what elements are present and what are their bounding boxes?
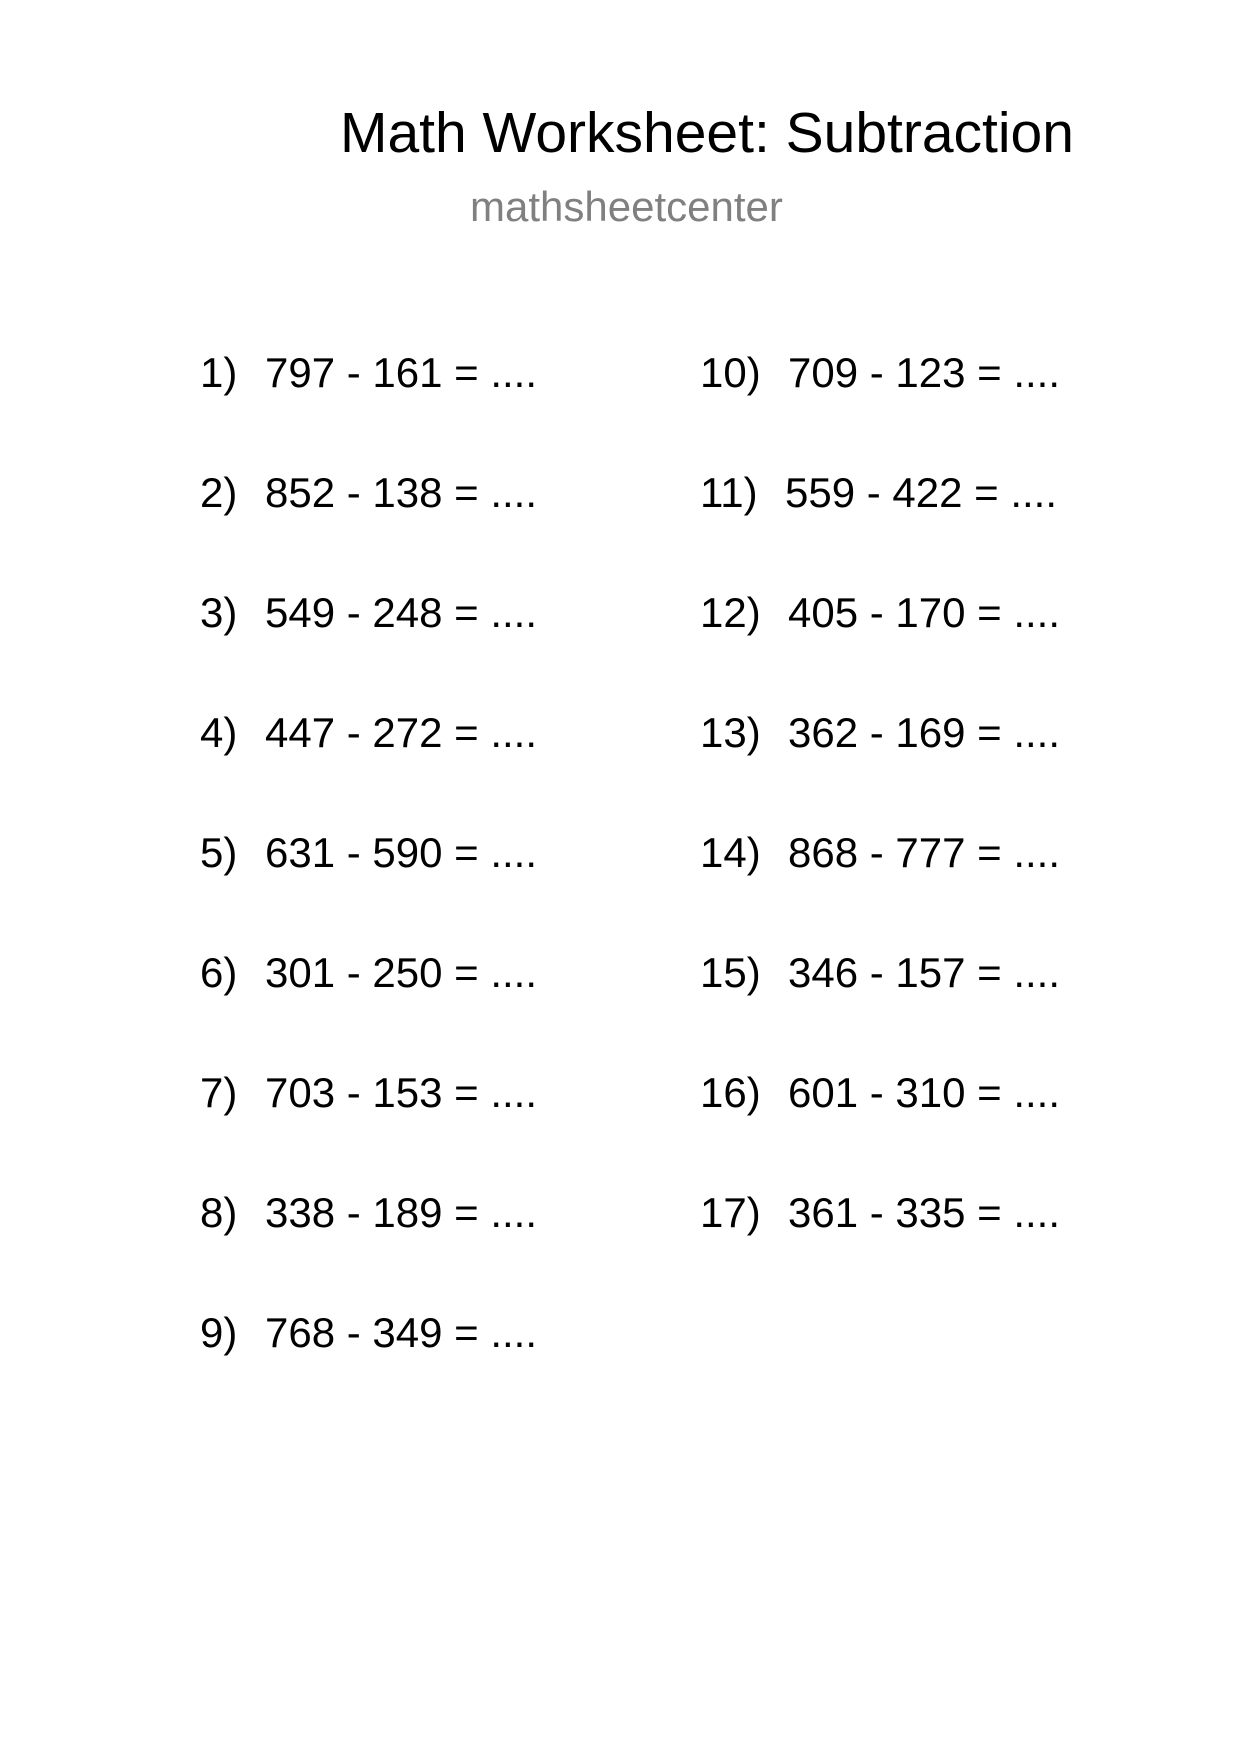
problem-number: 6): [200, 949, 238, 996]
problem-8: [200, 1188, 537, 1238]
problem-9: [200, 1308, 537, 1358]
problem-number: 2): [200, 469, 238, 516]
problem-number: 12): [700, 589, 761, 636]
problem-4: [200, 708, 537, 758]
problem-number: 4): [200, 709, 238, 756]
problem-number: 14): [700, 829, 761, 876]
problem-2: [200, 468, 537, 518]
problem-11: [700, 468, 1057, 518]
problem-expression: 361 - 335 = ....: [788, 1189, 1061, 1236]
problem-number: 1): [200, 349, 238, 396]
problem-14: [700, 828, 1060, 878]
problem-expression: 346 - 157 = ....: [788, 949, 1061, 996]
problem-7: [200, 1068, 537, 1118]
problem-expression: 709 - 123 = ....: [788, 349, 1061, 396]
problem-expression: 852 - 138 = ....: [265, 469, 538, 516]
problem-number: 15): [700, 949, 761, 996]
problem-number: 10): [700, 349, 761, 396]
problem-expression: 447 - 272 = ....: [265, 709, 538, 756]
problem-10: [700, 348, 1060, 398]
problem-expression: 797 - 161 = ....: [265, 349, 538, 396]
problem-expression: 559 - 422 = ....: [785, 469, 1058, 516]
problem-13: [700, 708, 1060, 758]
problem-expression: 631 - 590 = ....: [265, 829, 538, 876]
problem-number: 7): [200, 1069, 238, 1116]
problem-expression: 405 - 170 = ....: [788, 589, 1061, 636]
problem-16: [700, 1068, 1060, 1118]
problem-number: 17): [700, 1189, 761, 1236]
page-title: Math Worksheet: Subtraction: [340, 101, 1074, 165]
problem-number: 9): [200, 1309, 238, 1356]
problem-expression: 362 - 169 = ....: [788, 709, 1061, 756]
problem-number: 8): [200, 1189, 238, 1236]
problem-1: [200, 348, 537, 398]
problem-5: [200, 828, 537, 878]
problem-number: 13): [700, 709, 761, 756]
problem-expression: 601 - 310 = ....: [788, 1069, 1061, 1116]
problem-expression: 301 - 250 = ....: [265, 949, 538, 996]
problem-3: [200, 588, 537, 638]
problem-number: 16): [700, 1069, 761, 1116]
problem-6: [200, 948, 537, 998]
problem-expression: 338 - 189 = ....: [265, 1189, 538, 1236]
problem-number: 3): [200, 589, 238, 636]
problem-15: [700, 948, 1060, 998]
problem-expression: 703 - 153 = ....: [265, 1069, 538, 1116]
site-name: mathsheetcenter: [470, 183, 783, 230]
problem-expression: 549 - 248 = ....: [265, 589, 538, 636]
problem-12: [700, 588, 1060, 638]
problem-17: [700, 1188, 1060, 1238]
problem-expression: 868 - 777 = ....: [788, 829, 1061, 876]
problem-number: 5): [200, 829, 238, 876]
problem-number: 11): [700, 469, 758, 516]
problem-expression: 768 - 349 = ....: [265, 1309, 538, 1356]
